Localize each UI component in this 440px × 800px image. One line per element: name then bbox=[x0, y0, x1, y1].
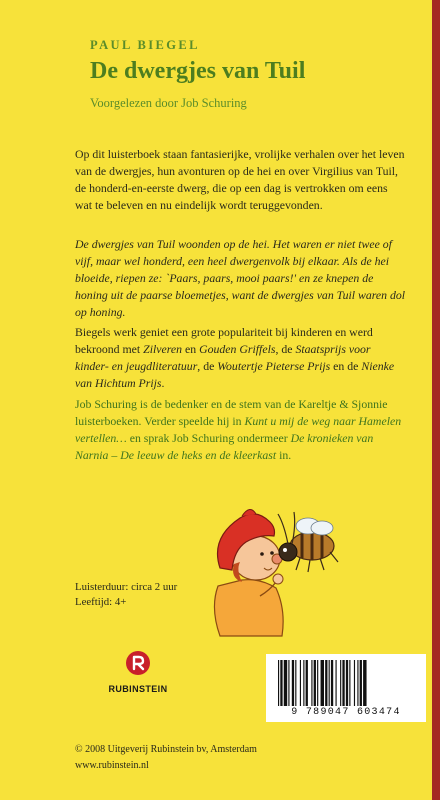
narrator-text: en sprak Job Schuring ondermeer bbox=[126, 431, 291, 445]
rubinstein-logo-icon bbox=[125, 650, 151, 676]
age-text: Leeftijd: 4+ bbox=[75, 596, 127, 608]
barcode-bar bbox=[325, 660, 327, 706]
barcode bbox=[266, 654, 426, 722]
awards-text: en de bbox=[330, 359, 362, 373]
barcode-bar bbox=[314, 660, 316, 706]
award-zilveren: Zilveren bbox=[143, 342, 183, 356]
barcode-bar bbox=[317, 660, 318, 706]
barcode-bar bbox=[311, 660, 312, 706]
publisher-logo bbox=[100, 650, 176, 694]
awards-text: , de bbox=[275, 342, 296, 356]
barcode-bars bbox=[276, 660, 416, 708]
barcode-bar bbox=[331, 660, 333, 706]
narrator-paragraph bbox=[75, 396, 407, 464]
intro-paragraph: Op dit luisterboek staan fantasierijke, vrolijke verhalen over het leven van de dwergjes, hun avonturen op de hei en over Virgilius van Tuil, de honderd-en-eerste dwerg, die op een dag is vertrokken om eens wat te beleven en nu eindelijk wordt teruggevonden. bbox=[75, 147, 405, 212]
barcode-bar bbox=[340, 660, 341, 706]
author-name: PAUL BIEGEL bbox=[90, 38, 200, 52]
barcode-bar bbox=[357, 660, 358, 706]
barcode-bar bbox=[349, 660, 350, 706]
title-hamelen: Kunt u mij de weg naar Hamelen vertellen… bbox=[75, 414, 402, 445]
gnome-and-bee-illustration bbox=[190, 478, 360, 638]
title-narnia: De kronieken van Narnia – De leeuw de heks en de kleerkast bbox=[75, 431, 374, 462]
barcode-bar bbox=[284, 660, 287, 706]
spine-edge bbox=[432, 0, 440, 800]
narrator-line: Voorgelezen door Job Schuring bbox=[90, 96, 247, 110]
awards-text: Biegels werk geniet een grote populariteit bij kinderen en werd bekroond met bbox=[75, 325, 373, 356]
barcode-bar bbox=[354, 660, 355, 706]
barcode-bar bbox=[303, 660, 304, 706]
copyright-text: © 2008 Uitgeverij Rubinstein bv, Amsterdam bbox=[75, 744, 257, 755]
barcode-bar bbox=[292, 660, 294, 706]
publisher-footer bbox=[75, 742, 257, 774]
awards-paragraph bbox=[75, 324, 407, 392]
award-staatsprijs: Staatsprijs voor kinder- en jeugdliteratuur bbox=[75, 342, 371, 373]
barcode-bar bbox=[342, 660, 344, 706]
website-link[interactable]: www.rubinstein.nl bbox=[75, 760, 149, 771]
award-woutertje-pieterse: Woutertje Pieterse Prijs bbox=[217, 359, 331, 373]
duration-text: Luisterduur: circa 2 uur bbox=[75, 581, 178, 593]
barcode-bar bbox=[336, 660, 337, 706]
book-title: De dwergjes van Tuil bbox=[90, 58, 306, 84]
excerpt-paragraph: De dwergjes van Tuil woonden op de hei. Het waren er niet twee of vijf, maar wel honderd, een heel dwergenvolk bij elkaar. Als de hei bloeide, riepen ze: `Paars, paars, mooi paars!' en ze knepen de honing uit de paarse bloemetjes, want de dwergjes van Tuil waren dol op honing. bbox=[75, 237, 406, 319]
awards-text: , de bbox=[197, 359, 218, 373]
barcode-bar bbox=[295, 660, 296, 706]
barcode-bar bbox=[321, 660, 324, 706]
narrator-text: Job Schuring is de bedenker en de stem van de Kareltje & Sjonnie luisterboeken. Verder speelde hij in bbox=[75, 397, 388, 428]
barcode-bar bbox=[306, 660, 308, 706]
publisher-logo-text: RUBINSTEIN bbox=[108, 684, 168, 694]
barcode-bar bbox=[346, 660, 348, 706]
barcode-bar bbox=[363, 660, 366, 706]
isbn-number: 9 789047 603474 bbox=[291, 707, 401, 718]
barcode-bar bbox=[280, 660, 282, 706]
awards-text: en bbox=[182, 342, 200, 356]
awards-text: . bbox=[161, 376, 165, 390]
audio-info bbox=[75, 580, 177, 610]
barcode-bar bbox=[288, 660, 289, 706]
barcode-bar bbox=[360, 660, 362, 706]
award-nienke-van-hichtum: Nienke van Hichtum Prijs bbox=[75, 359, 395, 390]
barcode-bar bbox=[278, 660, 279, 706]
barcode-bar bbox=[300, 660, 301, 706]
narrator-text: in. bbox=[276, 448, 292, 462]
award-gouden-griffels: Gouden Griffels bbox=[199, 342, 276, 356]
barcode-bar bbox=[329, 660, 330, 706]
